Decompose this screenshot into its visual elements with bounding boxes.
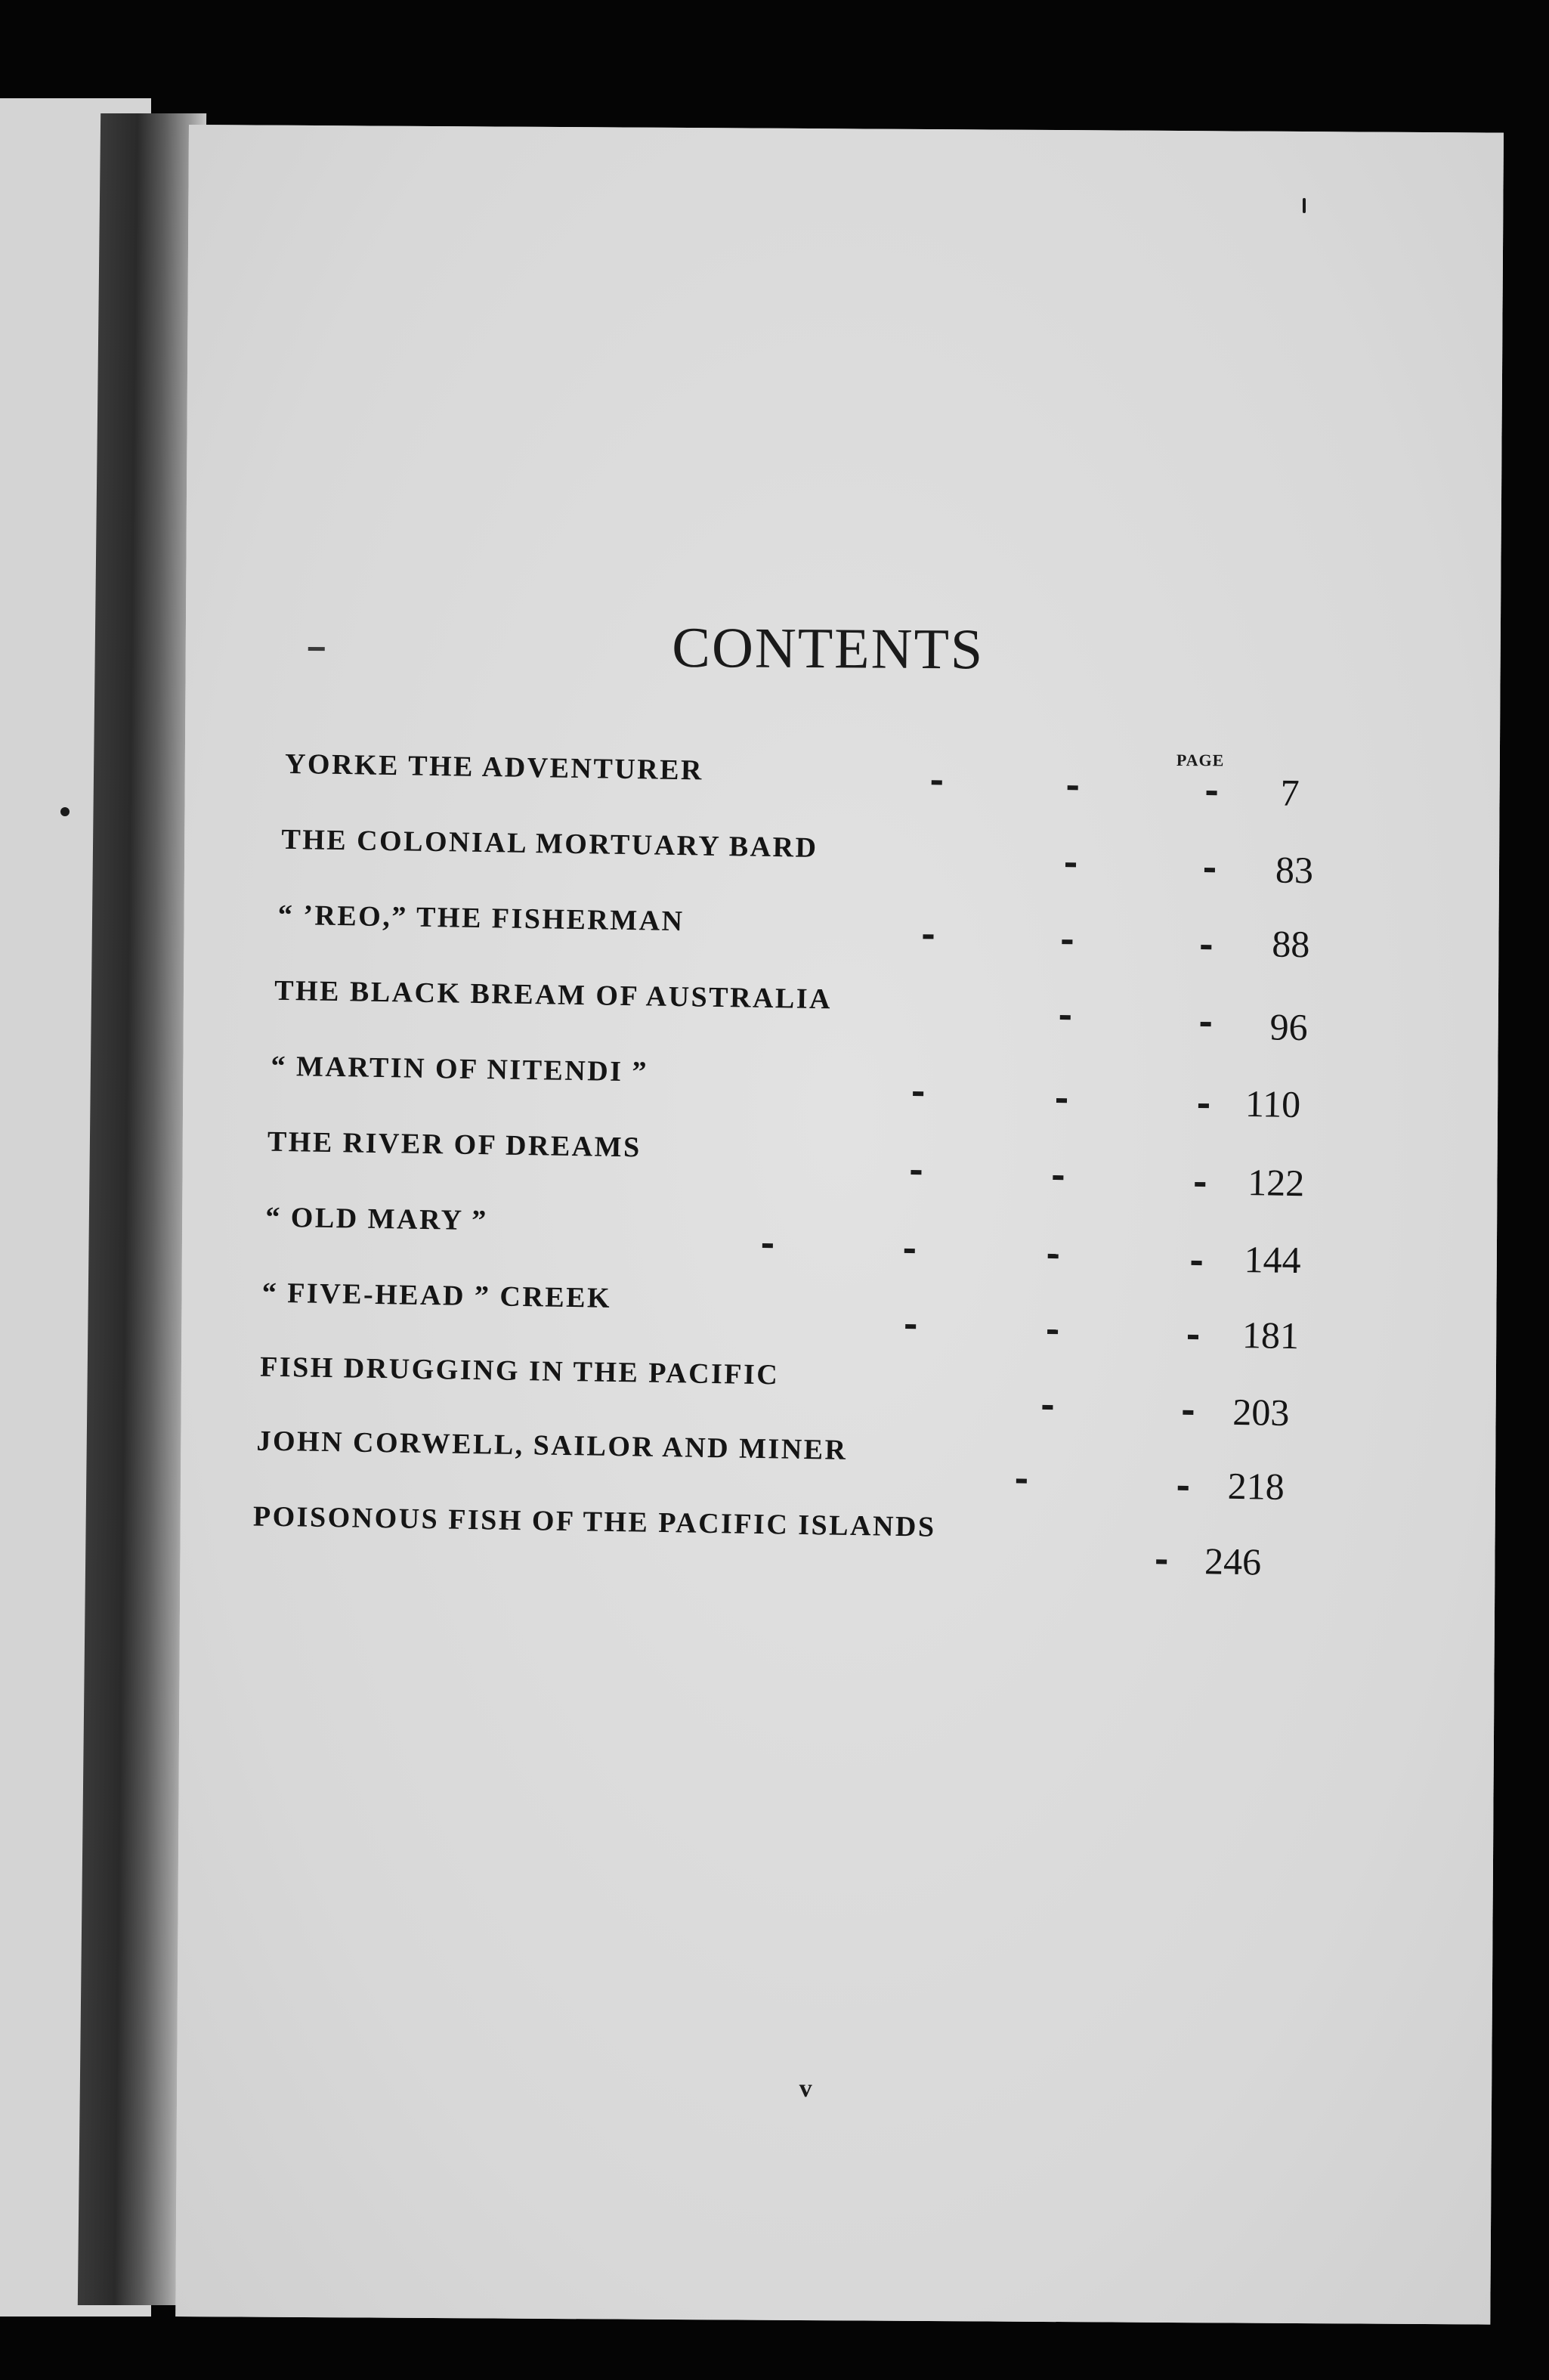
leader-dash [1068, 785, 1078, 790]
toc-entry-page: 88 [1271, 922, 1310, 966]
toc-entry-title: POISONOUS FISH OF THE PACIFIC ISLANDS [252, 1500, 936, 1543]
toc-entry-title: JOHN CORWELL, SAILOR AND MINER [256, 1425, 848, 1466]
toc-entry[interactable] [284, 747, 1380, 825]
leader-dash [1060, 1015, 1071, 1020]
toc-entry-title: THE RIVER OF DREAMS [267, 1125, 642, 1164]
toc-entry-page: 144 [1244, 1237, 1302, 1282]
leader-dash [932, 780, 942, 785]
toc-entry[interactable] [277, 899, 1374, 976]
page-column-label: PAGE [1176, 750, 1225, 770]
leader-dash [1048, 1254, 1059, 1258]
leader-dash [1065, 862, 1076, 867]
toc-list [175, 125, 1504, 2325]
toc-entry[interactable] [267, 1125, 1371, 1203]
leader-dash [904, 1249, 915, 1253]
toc-entry-title: YORKE THE ADVENTURER [284, 747, 704, 787]
toc-entry-page: 218 [1227, 1464, 1285, 1508]
toc-entry-page: 181 [1241, 1314, 1300, 1357]
leader-dash [1062, 939, 1072, 944]
leader-dash [1192, 1261, 1202, 1265]
leader-dash [1204, 868, 1215, 872]
toc-entry-page: 83 [1275, 848, 1314, 892]
leader-dash [762, 1243, 773, 1248]
toc-entry-title: “ FIVE-HEAD ” CREEK [261, 1277, 612, 1314]
toc-entry[interactable] [281, 823, 1377, 901]
toc-entry-title: THE BLACK BREAM OF AUSTRALIA [274, 974, 833, 1016]
page-folio: v [799, 2074, 812, 2103]
leader-dash [1188, 1335, 1198, 1339]
toc-entry-title: “ OLD MARY ” [265, 1201, 488, 1237]
leader-dash [1201, 1022, 1211, 1026]
leader-dash [1178, 1486, 1189, 1490]
leader-dash [1207, 791, 1217, 795]
toc-entry[interactable] [261, 1277, 1365, 1357]
leader-dash [1053, 1175, 1063, 1180]
leader-dash [923, 934, 933, 939]
toc-entry[interactable] [264, 1201, 1368, 1282]
leader-dash [913, 1091, 923, 1096]
toc-entry[interactable] [259, 1351, 1363, 1434]
leader-dash [1156, 1559, 1167, 1564]
toc-entry-page: 246 [1204, 1540, 1262, 1583]
toc-entry[interactable] [252, 1500, 1364, 1583]
toc-entry[interactable] [256, 1425, 1360, 1508]
contents-page [175, 125, 1504, 2325]
toc-entry[interactable] [274, 974, 1377, 1052]
toc-entry-page: 203 [1232, 1390, 1290, 1434]
toc-entry-page: 96 [1269, 1005, 1309, 1049]
scan-speck [1303, 198, 1306, 213]
toc-entry-title: THE COLONIAL MORTUARY BARD [281, 823, 818, 864]
leader-dash [1042, 1405, 1053, 1410]
toc-entry-page: 110 [1244, 1082, 1301, 1126]
scan-speck [60, 807, 70, 816]
page-title: CONTENTS [672, 615, 985, 682]
leader-dash [1183, 1410, 1193, 1415]
leader-dash [911, 1170, 921, 1175]
toc-entry-title: “ MARTIN OF NITENDI ” [271, 1050, 649, 1088]
toc-entry-page: 122 [1247, 1161, 1305, 1205]
toc-entry-title: FISH DRUGGING IN THE PACIFIC [259, 1351, 780, 1391]
leader-dash [905, 1324, 916, 1329]
leader-dash [1201, 945, 1211, 949]
toc-entry-page: 7 [1280, 771, 1300, 814]
toc-entry[interactable] [271, 1050, 1374, 1128]
leader-dash [1016, 1478, 1027, 1483]
leader-dash [1047, 1329, 1058, 1334]
leader-dash [1198, 1103, 1209, 1108]
toc-entry-title: “ ’REO,” THE FISHERMAN [277, 899, 685, 938]
leader-dash [1195, 1182, 1205, 1187]
leader-dash [1056, 1098, 1067, 1103]
